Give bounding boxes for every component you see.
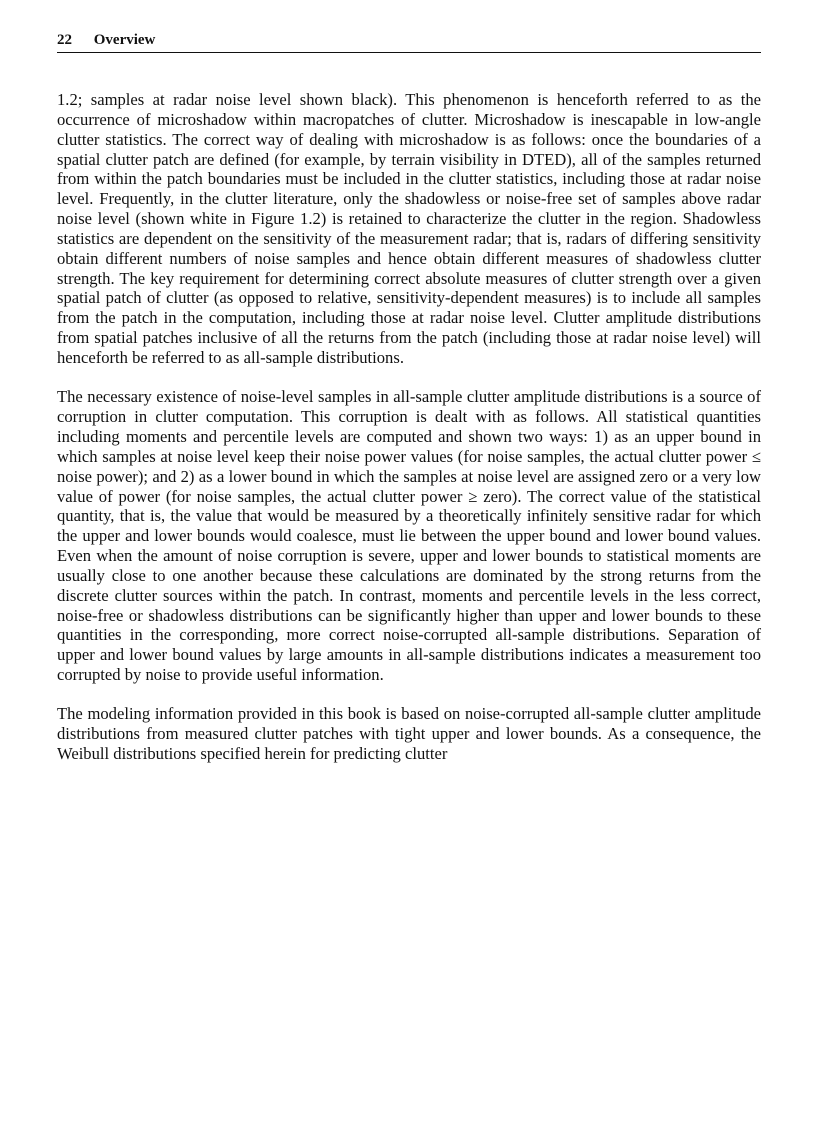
paragraph-2: The necessary existence of noise-level samples in all-sample clutter amplitude distributions is a source of corruption in clutter computation. This corruption is dealt with as follows. All statistical quantities including moments and percentile levels are computed and shown two ways: 1) as an upper bound in which samples at noise level keep their noise power values (for noise samples, the actual clutter power ≤ noise power); and 2) as a lower bound in which the samples at noise level are assigned zero or a very low value of power (for noise samples, the actual clutter power ≥ zero). The correct value of the statistical quantity, that is, the value that would be measured by a theoretically infinitely sensitive radar for which the upper and lower bounds would coalesce, must lie between the upper bound and lower bound values. Even when the amount of noise corruption is severe, upper and lower bounds to statistical moments are usually close to one another because these calculations are dominated by the strong returns from the discrete clutter sources within the patch. In contrast, moments and percentile levels in the less correct, noise-free or shadowless distributions can be significantly higher than upper and lower bounds to these quantities in the corresponding, more correct noise-corrupted all-sample distributions. Separation of upper and lower bound values by large amounts in all-sample distributions indicates a measurement too corrupted by noise to provide useful information.	[57, 387, 761, 685]
body-text	[57, 90, 761, 784]
section-title: Overview	[93, 32, 156, 48]
paragraph-1: 1.2; samples at radar noise level shown black). This phenomenon is henceforth referred to as the occurrence of microshadow within macropatches of clutter. Microshadow is inescapable in low-angle clutter statistics. The correct way of dealing with microshadow is as follows: once the boundaries of a spatial clutter patch are defined (for example, by terrain visibility in DTED), all of the samples returned from within the patch boundaries must be included in the clutter statistics, including those at radar noise level. Frequently, in the clutter literature, only the shadowless or noise-free set of samples above radar noise level (shown white in Figure 1.2) is retained to characterize the clutter in the region. Shadowless statistics are dependent on the sensitivity of the measurement radar; that is, radars of differing sensitivity obtain different numbers of noise samples and hence obtain different measures of shadowless clutter strength. The key requirement for determining correct absolute measures of clutter strength over a given spatial patch of clutter (as opposed to relative, sensitivity-dependent measures) is to include all samples from the patch in the computation, including those at radar noise level. Clutter amplitude distributions from spatial patches inclusive of all the returns from the patch (including those at radar noise level) will henceforth be referred to as all-sample distributions.	[57, 90, 761, 367]
running-head	[57, 30, 761, 53]
paragraph-3: The modeling information provided in this book is based on noise-corrupted all-sample clutter amplitude distributions from measured clutter patches with tight upper and lower bounds. As a consequence, the Weibull distributions specified herein for predicting clutter	[57, 704, 761, 764]
page-number: 22	[57, 32, 72, 48]
